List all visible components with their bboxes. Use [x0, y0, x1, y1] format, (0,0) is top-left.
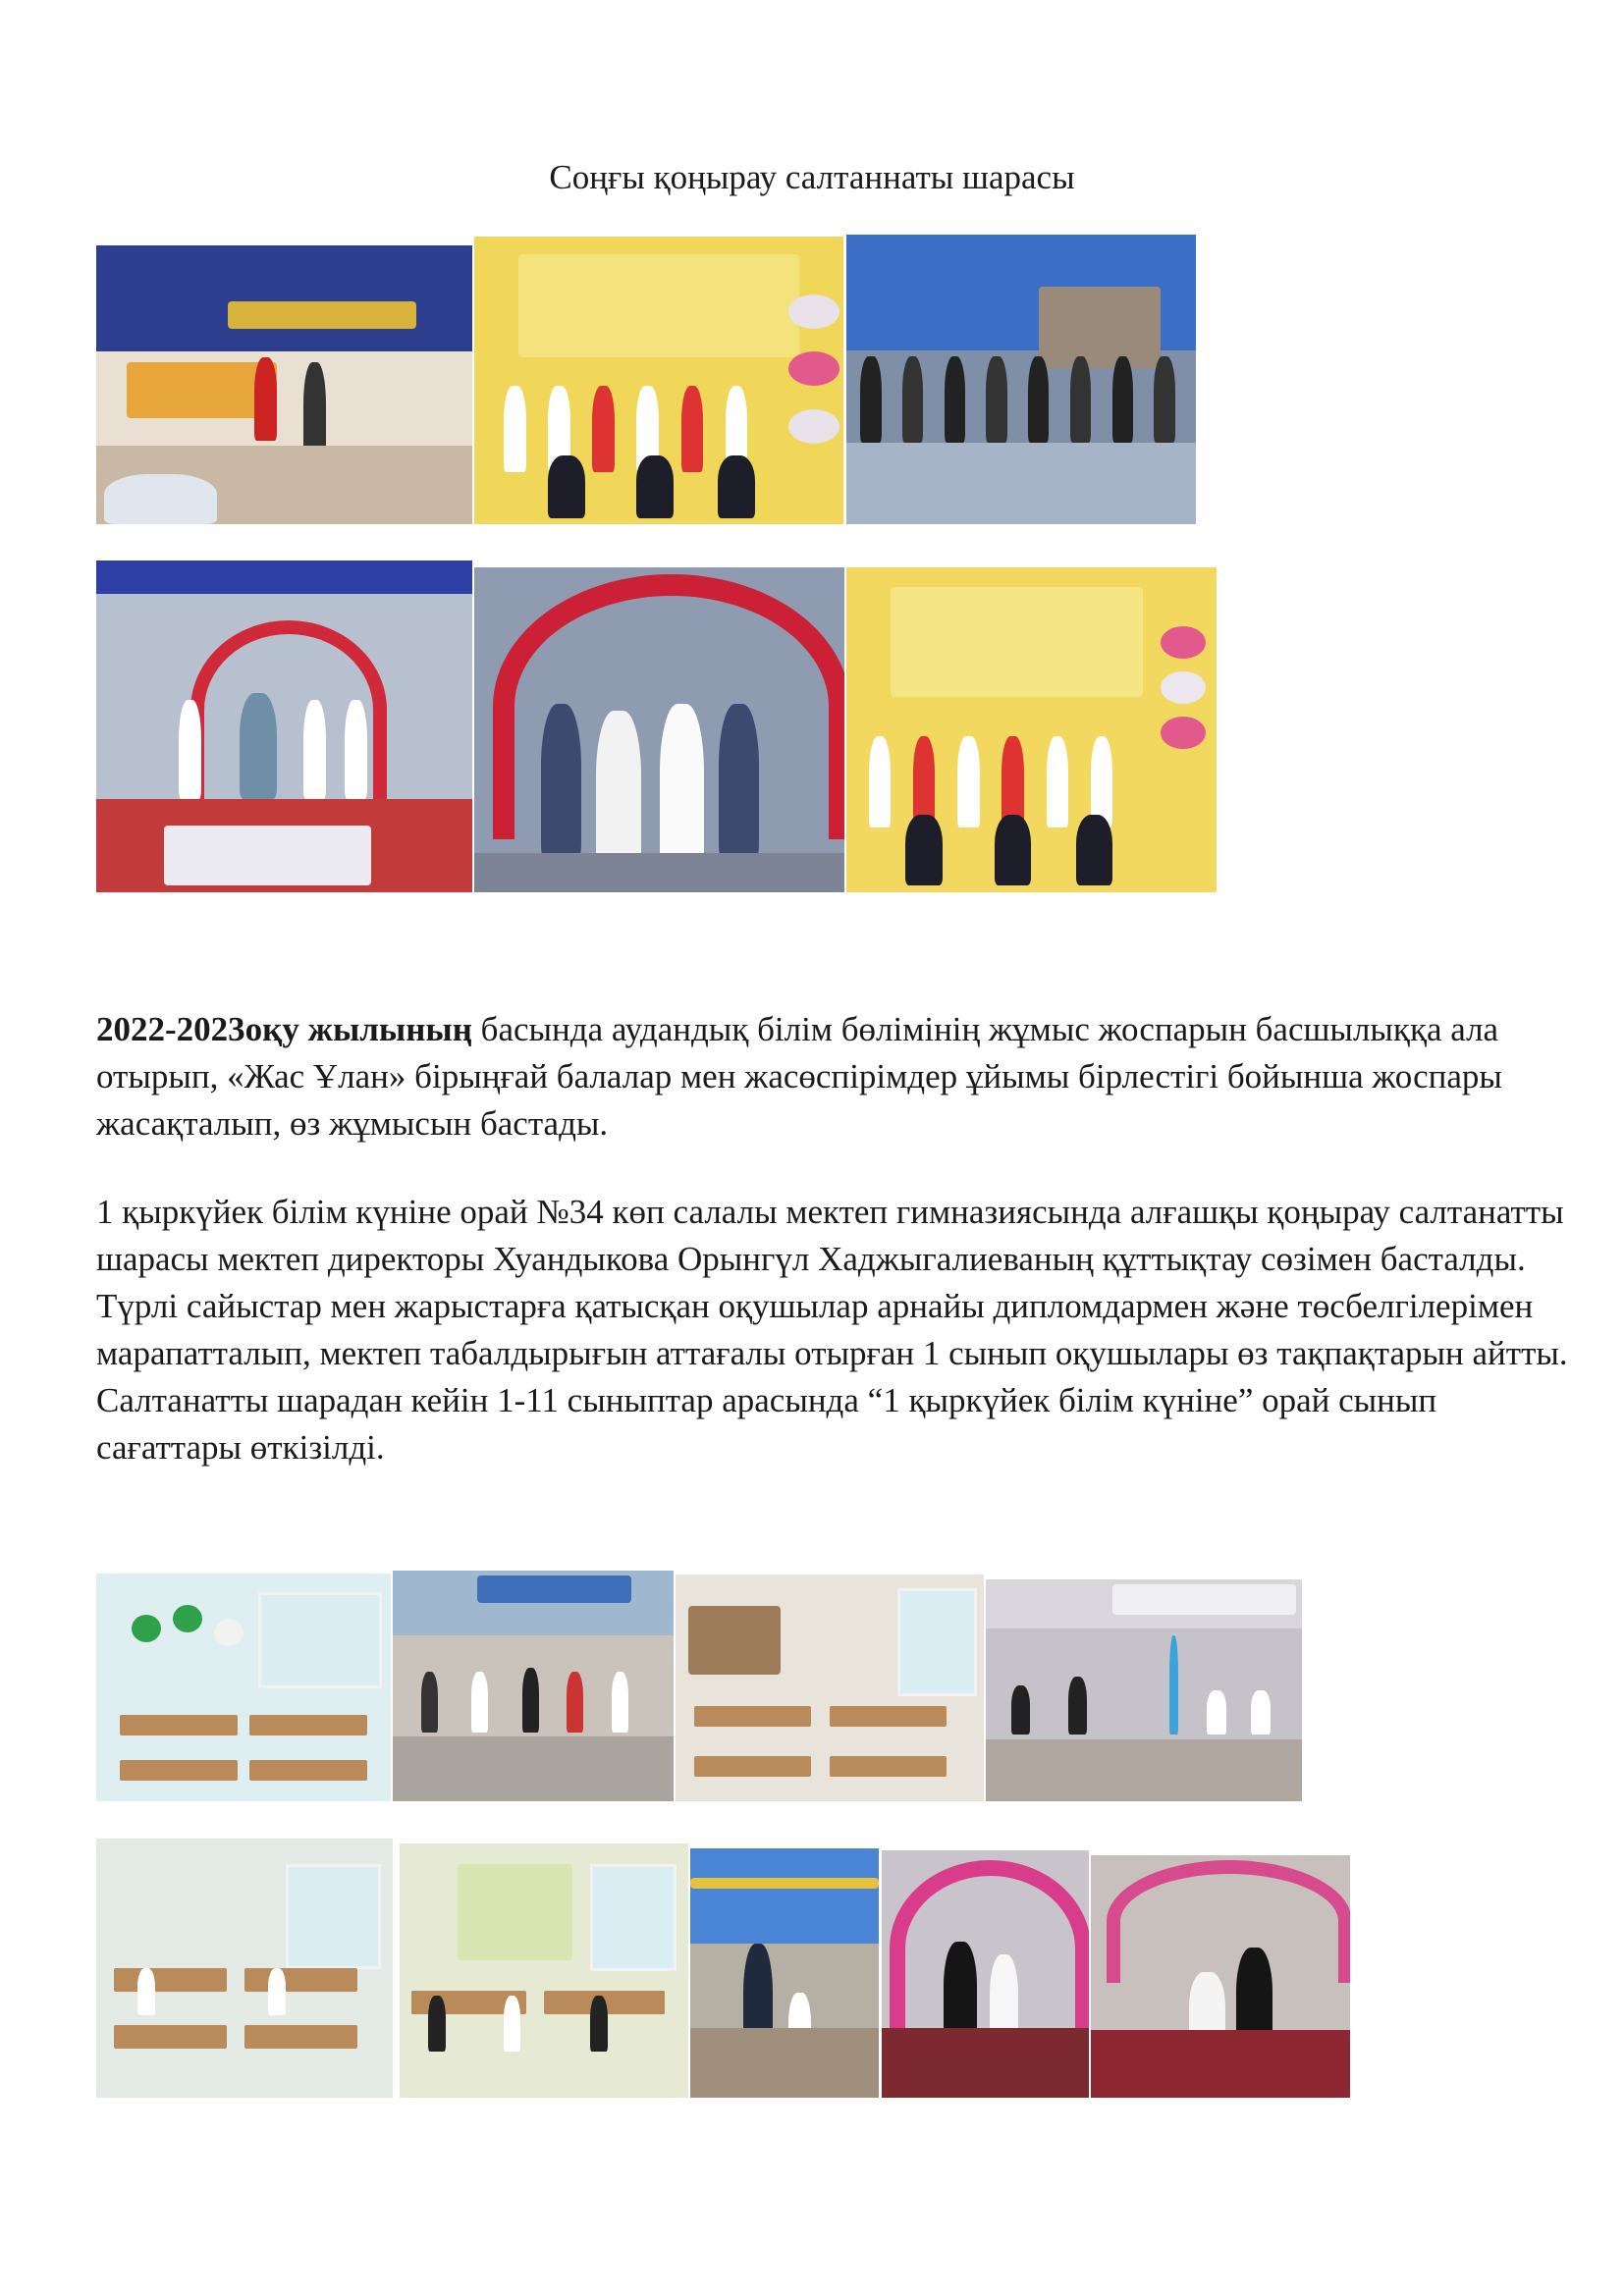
page-title: Соңғы қоңырау салтаннаты шарасы: [549, 158, 1075, 196]
photo-school-yard-line: [846, 235, 1196, 524]
photo-first-grader-certificate: [1091, 1855, 1350, 2098]
intro-paragraph-text: басында аудандық білім бөлімінің жұмыс жоспарын басшылыққа ала отырып, «Жас Ұлан» бірыңғай балалар мен жасөспірімдер ұйымы бірлестігі бойынша жоспары жасақталып, өз жұмысын бастады.: [96, 1010, 1502, 1143]
year-heading-bold: 2022-2023оқу жылының: [96, 1010, 472, 1048]
photo-teachers-red-arch: [474, 567, 844, 892]
photo-first-graders-group: [846, 567, 1217, 892]
photo-students-bunting: [690, 1848, 879, 2098]
photo-entrance-arch-welcome: [96, 561, 472, 892]
photo-flag-ceremony: [986, 1579, 1302, 1801]
photo-classroom-desks: [676, 1575, 984, 1801]
photo-schoolyard-assembly: [393, 1571, 674, 1801]
body-paragraph: 1 қыркүйек білім күніне орай №34 көп салалы мектеп гимназиясында алғашқы қоңырау салтанатты шарасы мектеп директоры Хуандыкова Орынгүл Хаджыгалиеваның құттықтау сөзімен басталды. Түрлі сайыстар мен жарыстарға қатысқан оқушылар арнайы дипломдармен және төсбелгілерімен марапатталып, мектеп табалдырығын аттағалы отырған 1 сынып оқушылары өз тақпақтарын айтты. Салтанатты шарадан кейін 1-11 сыныптар арасында “1 қыркүйек білім күніне” орай сынып сағаттары өткізілді.: [96, 1193, 1568, 1467]
photo-classroom-mural: [400, 1843, 688, 2098]
intro-paragraph: [96, 1006, 1569, 1148]
photo-first-graders-banner: [474, 237, 843, 524]
photo-classroom-students: [96, 1839, 393, 2098]
photo-classroom-green-balloons: [96, 1574, 391, 1801]
photo-ceremony-stage: [96, 245, 472, 524]
photo-balloon-arch-award: [882, 1850, 1089, 2098]
